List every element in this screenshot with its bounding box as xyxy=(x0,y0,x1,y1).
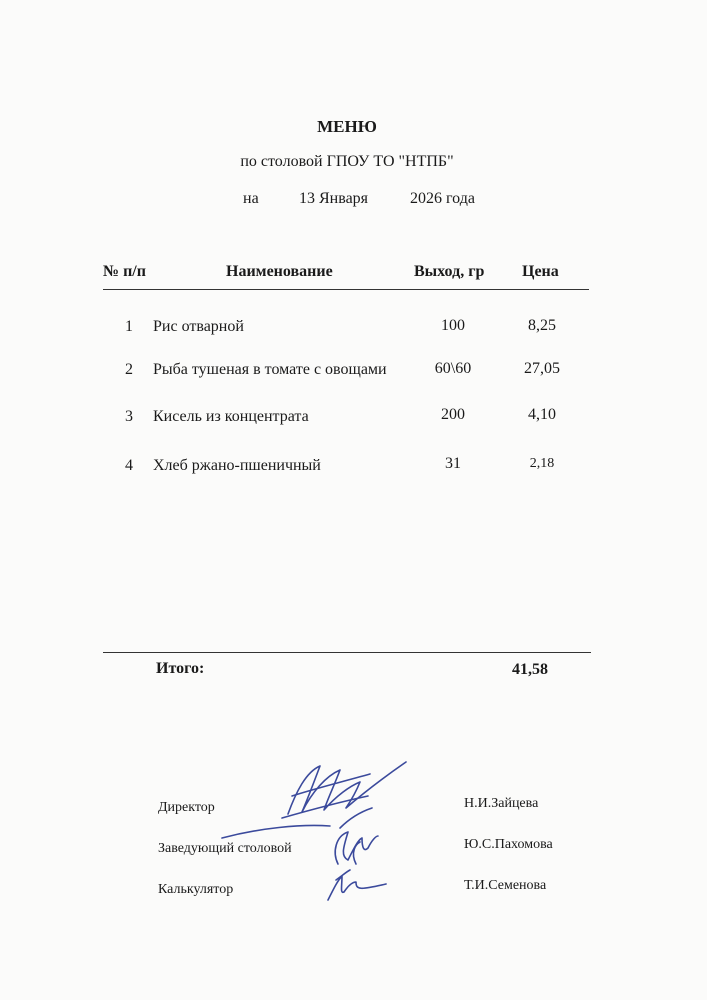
column-header-name: Наименование xyxy=(226,263,333,280)
date-year: 2026 года xyxy=(410,190,475,207)
row-number: 3 xyxy=(125,408,133,425)
total-label: Итого: xyxy=(156,660,205,677)
signature-role: Директор xyxy=(158,800,215,815)
column-header-qty: Выход, гр xyxy=(414,263,485,280)
header-divider xyxy=(103,289,589,290)
row-price: 8,25 xyxy=(528,317,556,334)
date-prefix: на xyxy=(243,190,259,207)
handwritten-signatures-icon xyxy=(210,752,430,912)
row-number: 2 xyxy=(125,361,133,378)
row-name: Кисель из концентрата xyxy=(153,408,309,425)
signature-role: Калькулятор xyxy=(158,882,234,897)
row-name: Рыба тушеная в томате с овощами xyxy=(153,361,387,378)
total-value: 41,58 xyxy=(512,661,548,678)
row-qty: 100 xyxy=(441,317,465,334)
row-number: 1 xyxy=(125,318,133,335)
signature-role: Заведующий столовой xyxy=(158,841,292,856)
signature-person: Т.И.Семенова xyxy=(464,878,547,893)
column-header-number: № п/п xyxy=(103,263,146,280)
column-header-price: Цена xyxy=(522,263,559,280)
row-qty: 200 xyxy=(441,406,465,423)
signature-person: Н.И.Зайцева xyxy=(464,796,539,811)
page-subtitle: по столовой ГПОУ ТО "НТПБ" xyxy=(240,153,454,170)
signature-person: Ю.С.Пахомова xyxy=(464,837,553,852)
row-qty: 31 xyxy=(445,455,461,472)
row-price: 4,10 xyxy=(528,406,556,423)
row-name: Рис отварной xyxy=(153,318,244,335)
date-day: 13 Января xyxy=(299,190,369,207)
total-divider xyxy=(103,652,591,653)
row-price: 27,05 xyxy=(524,360,560,377)
row-qty: 60\60 xyxy=(434,360,472,377)
page-title: МЕНЮ xyxy=(317,117,377,136)
row-name: Хлеб ржано-пшеничный xyxy=(153,457,321,474)
row-price: 2,18 xyxy=(529,456,555,471)
row-number: 4 xyxy=(125,457,133,474)
